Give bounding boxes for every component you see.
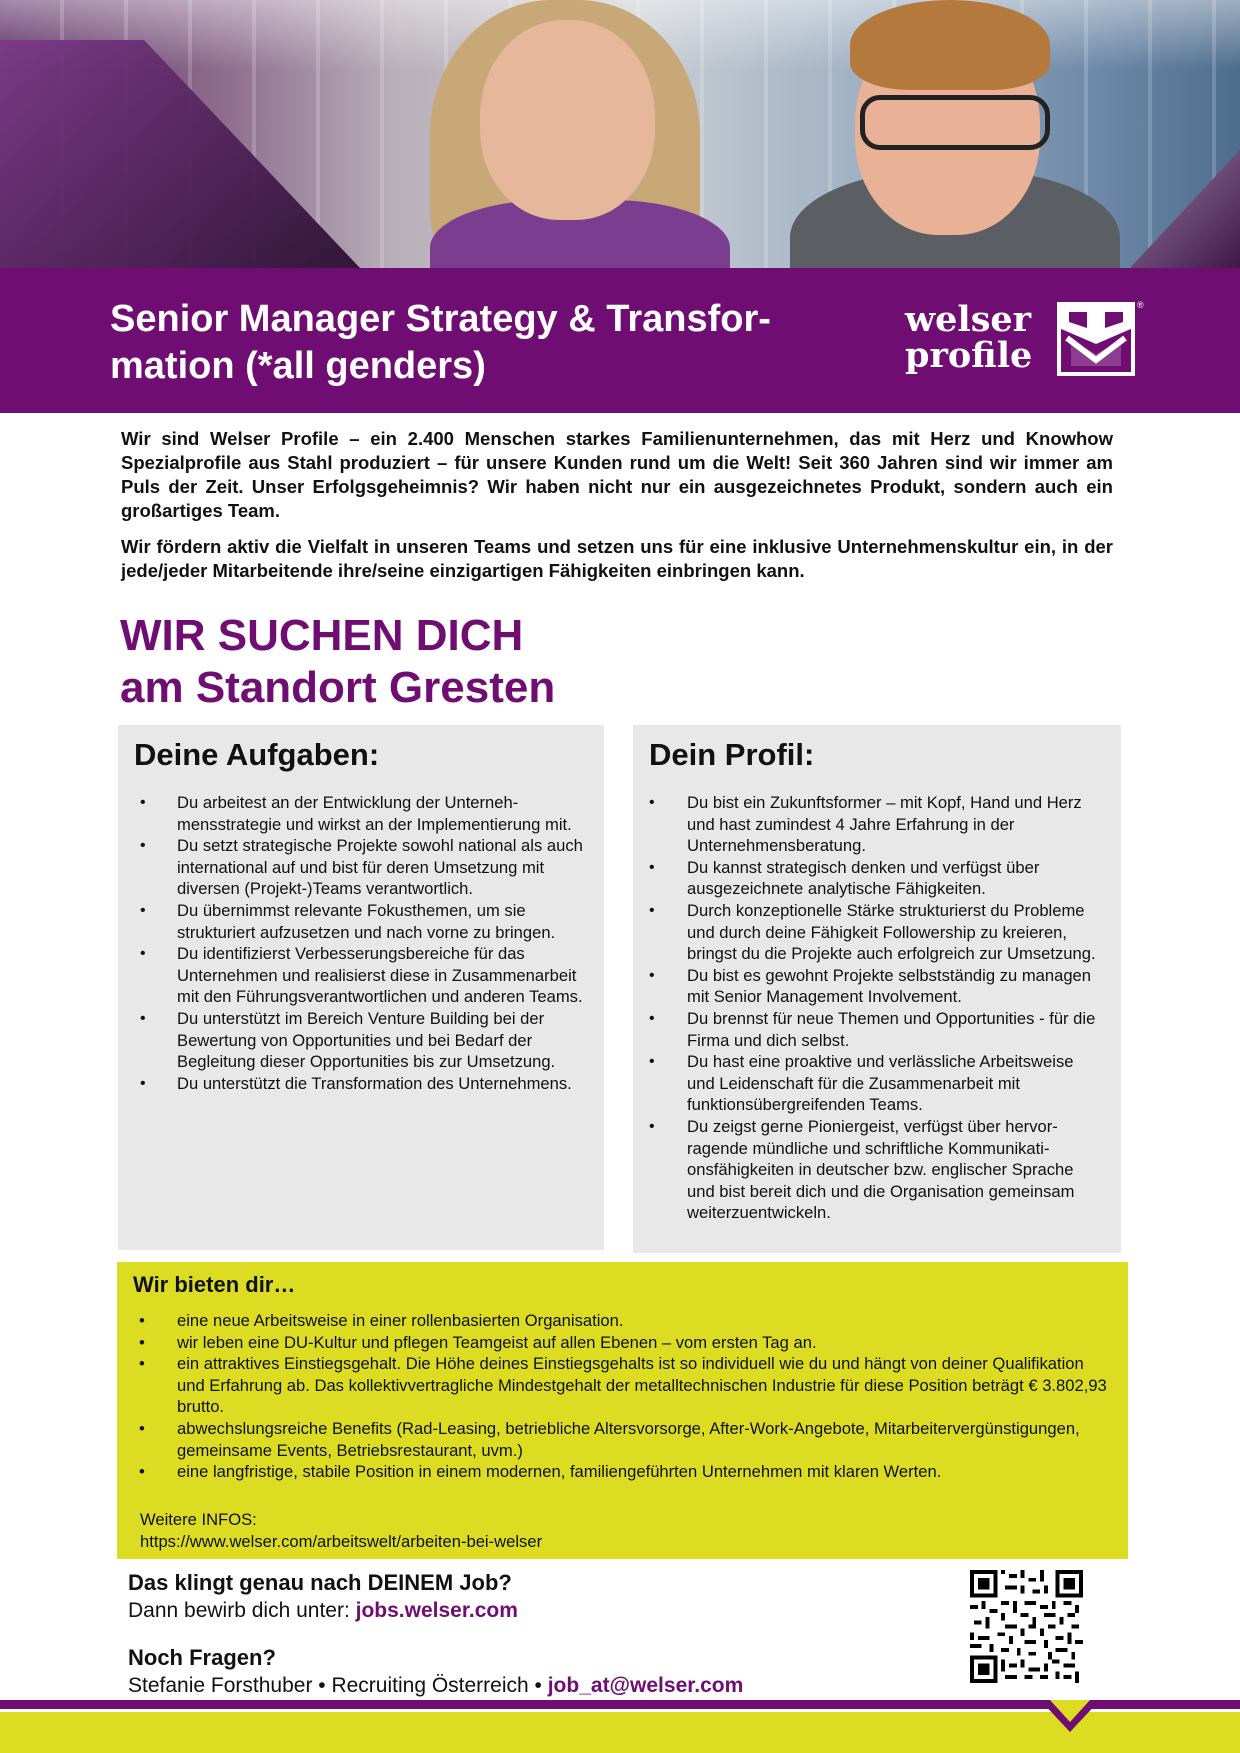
more-info	[140, 1509, 542, 1553]
list-item: • eine neue Arbeitsweise in einer rollenbasierten Organisation.	[117, 1310, 1108, 1332]
list-item: • Du übernimmst relevante Fokusthemen, um sie strukturiert aufzusetzen und nach vorne zu bringen.	[118, 900, 586, 943]
questions-heading: Noch Fragen?	[128, 1645, 276, 1670]
logo-wordmark	[905, 299, 1055, 376]
contact-person: Stefanie Forsthuber • Recruiting Österreich •	[128, 1674, 548, 1697]
tasks-title: Deine Aufgaben:	[134, 737, 380, 772]
man-glasses	[860, 95, 1050, 150]
headline-line1: WIR SUCHEN DICH	[120, 611, 524, 660]
woman-face	[480, 20, 655, 220]
logo-emblem-icon	[1057, 302, 1135, 376]
more-info-link[interactable]: https://www.welser.com/arbeitswelt/arbeiten-bei-welser	[140, 1532, 543, 1551]
man-hair	[850, 0, 1050, 90]
job-title: Senior Manager Strategy & Transformation (*all genders)	[110, 298, 771, 387]
profile-list	[633, 792, 1103, 1224]
welser-profile-logo	[905, 300, 1145, 376]
list-item: • Du kannst strategisch denken und verfügst über ausgezeichnete analytische Fähigkeiten.	[633, 857, 1103, 900]
list-item: • Du setzt strategische Projekte sowohl national als auch international auf und bist für deren Umsetzung mit diversen (Projekt-)Teams verantwortlich.	[118, 835, 586, 900]
list-item: • ein attraktives Einstiegsgehalt. Die Höhe deines Einstiegsgehalts ist so individuell wie du und hängt von deiner Qualifikation und Erfahrung ab. Das kollektivvertragliche Mindestgehalt der metalltechnischen Industrie für diese Position beträgt € 3.802,93 brutto.	[117, 1353, 1108, 1418]
list-item: • Du identifizierst Verbesserungsbereiche für das Unternehmen und realisierst diese in Zusammenarbeit mit den Führungsverantwortlichen und anderen Teams.	[118, 943, 586, 1008]
profile-title: Dein Profil:	[649, 737, 815, 772]
list-item: • eine langfristige, stabile Position in einem modernen, familiengeführten Unternehmen mit klaren Werten.	[117, 1461, 1108, 1483]
tasks-panel	[118, 725, 604, 1250]
apply-link[interactable]: jobs.welser.com	[355, 1599, 518, 1622]
contact-email-link[interactable]: job_at@welser.com	[547, 1674, 744, 1697]
list-item: • Du bist es gewohnt Projekte selbstständig zu managen mit Senior Management Involvement.	[633, 965, 1103, 1008]
logo-text-line2: profile	[905, 335, 1033, 376]
list-item: • wir leben eine DU-Kultur und pflegen Teamgeist auf allen Ebenen – vom ersten Tag an.	[117, 1332, 1108, 1354]
offer-list	[117, 1310, 1108, 1483]
apply-question: Das klingt genau nach DEINEM Job?	[128, 1570, 512, 1595]
list-item: • Du brennst für neue Themen und Opportunities - für die Firma und dich selbst.	[633, 1008, 1103, 1051]
intro-text	[121, 427, 1113, 595]
list-item: • Durch konzeptionelle Stärke strukturierst du Probleme und durch deine Fähigkeit Followership zu kreieren, bringst du die Projekte auch erfolgreich zur Umsetzung.	[633, 900, 1103, 965]
list-item: • Du hast eine proaktive und verlässliche Arbeitsweise und Leidenschaft für die Zusammenarbeit mit funktionsübergreifenden Teams.	[633, 1051, 1103, 1116]
list-item: • Du arbeitest an der Entwicklung der Unternehmensstrategie und wirkst an der Implementierung mit.	[118, 792, 586, 835]
list-item: • abwechslungsreiche Benefits (Rad-Leasing, betriebliche Altersvorsorge, After-Work-Angebote, Mitarbeitervergünstigungen, gemeinsame Events, Betriebsrestaurant, uvm.)	[117, 1418, 1108, 1461]
list-item: • Du bist ein Zukunftsformer – mit Kopf, Hand und Herz und hast zumindest 4 Jahre Erfahrung in der Unternehmensberatung.	[633, 792, 1103, 857]
offer-title: Wir bieten dir…	[133, 1272, 296, 1297]
tasks-list	[118, 792, 586, 1094]
apply-line	[128, 1597, 928, 1624]
offer-box	[117, 1262, 1128, 1559]
contact-line	[128, 1672, 928, 1699]
list-item: • Du zeigst gerne Pioniergeist, verfügst über hervorragende mündliche und schriftliche Kommunikationsfähigkeiten in deutscher bzw. englischer Sprache und bist bereit dich und die Organisation gemeinsam weiterzuentwickeln.	[633, 1116, 1103, 1224]
intro-paragraph-2: Wir fördern aktiv die Vielfalt in unseren Teams und setzen uns für eine inklusive Unternehmenskultur ein, in der jede/jeder Mitarbeitende ihre/seine einzigartigen Fähigkeiten einbringen kann.	[121, 536, 1113, 581]
contact-section	[128, 1569, 928, 1699]
title-band	[0, 268, 1240, 413]
list-item: • Du unterstützt im Bereich Venture Building bei der Bewertung von Opportunities und bei Bedarf der Begleitung dieser Opportunities bis zur Umsetzung.	[118, 1008, 586, 1073]
apply-prefix: Dann bewirb dich unter:	[128, 1599, 356, 1622]
intro-paragraph-1: Wir sind Welser Profile – ein 2.400 Menschen starkes Familienunternehmen, das mit Herz und Knowhow Spezialprofile aus Stahl produziert – für unsere Kunden rund um die Welt! Seit 360 Jahren sind wir immer am Puls der Zeit. Unser Erfolgsgeheimnis? Wir haben nicht nur ein ausgezeichnetes Produkt, sondern auch ein großartiges Team.	[121, 428, 1113, 521]
list-item: • Du unterstützt die Transformation des Unternehmens.	[118, 1073, 586, 1095]
headline	[120, 610, 820, 714]
more-info-label: Weitere INFOS:	[140, 1510, 257, 1529]
headline-line2: am Standort Gresten	[120, 663, 556, 712]
logo-text-line1: welser	[905, 299, 1032, 340]
hero-photo	[0, 0, 1240, 268]
qr-code-icon[interactable]	[970, 1570, 1083, 1683]
profile-panel	[633, 725, 1121, 1253]
registered-mark: ®	[1137, 300, 1144, 310]
chevron-down-icon	[1040, 1700, 1100, 1740]
